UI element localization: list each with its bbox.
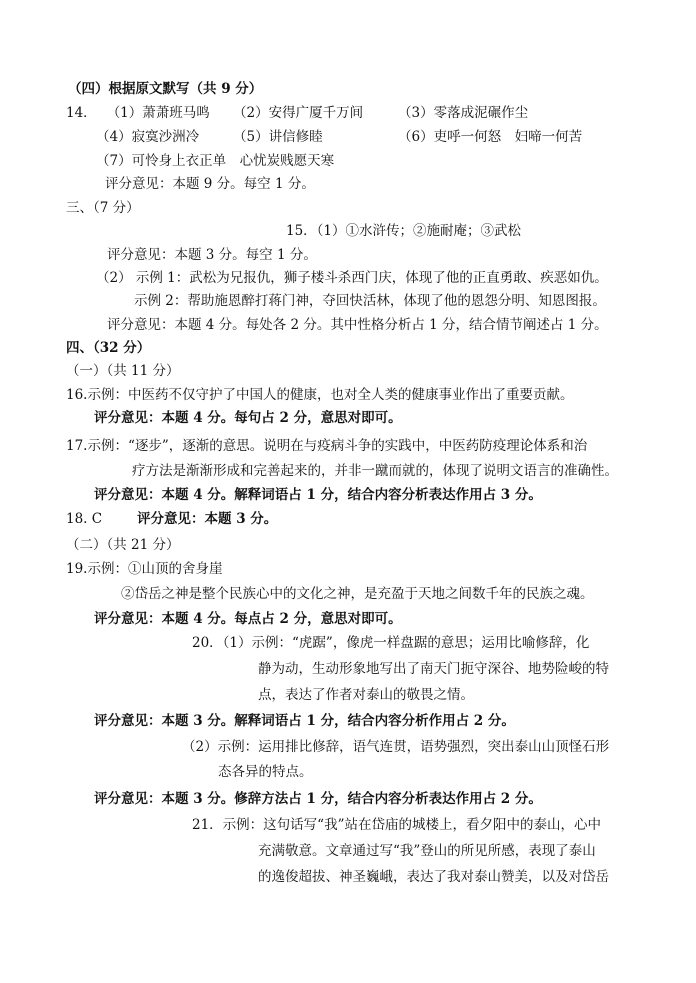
q14-number: 14．	[66, 105, 97, 121]
q20-2-line2: 态各异的特点。	[218, 764, 313, 780]
q19-answer-line2: ②岱岳之神是整个民族心中的文化之神，是充盈于天地之间数千年的民族之魂。	[121, 586, 594, 602]
q21-line2: 充满敬意。文章通过写“我”登山的所见所感，表现了泰山	[258, 843, 596, 859]
q17-answer-line2: 疗方法是渐渐形成和完善起来的，并非一蹴而就的，体现了说明文语言的准确性。	[132, 463, 618, 479]
q15-part2-example2: 示例 2：帮助施恩醉打蒋门神，夺回快活林，体现了他的恩怨分明、知恩图报。	[134, 293, 606, 309]
q14-line-1	[66, 104, 210, 122]
q14-scoring: 评分意见：本题 9 分。每空 1 分。	[105, 176, 315, 192]
q18-answer: 18. C	[66, 511, 103, 527]
part4-header: （四）根据原文默写（共 9 分）	[68, 81, 263, 97]
q19-answer-line1: 19.示例：①山顶的舍身崖	[66, 561, 223, 577]
q14-answer-6: （6）吏呼一何怒 妇啼一何苦	[398, 129, 583, 145]
q20-1-line3: 点，表达了作者对泰山的敬畏之情。	[258, 687, 474, 703]
q16-scoring: 评分意见：本题 4 分。每句占 2 分，意思对即可。	[94, 410, 402, 426]
q20-1-line1: 20．（1）示例：“虎踞”，像虎一样盘踞的意思；运用比喻修辞，化	[192, 635, 590, 651]
q14-answer-3: （3）零落成泥碾作尘	[398, 105, 529, 121]
section3-header: 三、（7 分）	[66, 200, 140, 216]
q20-1-line2: 静为动，生动形象地写出了南天门扼守深谷、地势险峻的特	[258, 661, 609, 677]
q19-scoring: 评分意见：本题 4 分。每点占 2 分，意思对即可。	[94, 611, 402, 627]
q20-2-line1: （2）示例：运用排比修辞，语气连贯，语势强烈，突出泰山山顶怪石形	[182, 739, 610, 755]
section4-sub2: （二）（共 21 分）	[66, 537, 180, 553]
section4-header: 四、（32 分）	[66, 340, 151, 356]
q15-scoring-1: 评分意见：本题 3 分。每空 1 分。	[107, 247, 317, 263]
q16-answer: 16.示例：中医药不仅守护了中国人的健康，也对全人类的健康事业作出了重要贡献。	[66, 387, 574, 403]
q14-answer-4: （4）寂寞沙洲冷	[96, 129, 200, 145]
q17-scoring: 评分意见：本题 4 分。解释词语占 1 分，结合内容分析表达作用占 3 分。	[94, 487, 542, 503]
q20-1-scoring: 评分意见：本题 3 分。解释词语占 1 分，结合内容分析作用占 2 分。	[94, 713, 515, 729]
q21-line3: 的逸俊超拔、神圣巍峨，表达了我对泰山赞美，以及对岱岳	[258, 869, 609, 885]
q14-answer-1: （1）萧萧班马鸣	[106, 105, 210, 121]
q14-answer-5: （5）讲信修睦	[233, 129, 323, 145]
q17-answer-line1: 17.示例：“逐步”，逐渐的意思。说明在与疫病斗争的实践中，中医药防疫理论体系和治	[66, 438, 588, 454]
q20-2-scoring: 评分意见：本题 3 分。修辞方法占 1 分，结合内容分析表达作用占 2 分。	[94, 791, 542, 807]
q14-answer-7: （7）可怜身上衣正单 心忧炭贱愿天寒	[96, 153, 335, 169]
q15-part1: 15．（1）①水浒传；②施耐庵；③武松	[286, 223, 522, 239]
q14-answer-2: （2）安得广厦千万间	[233, 105, 364, 121]
q18-scoring: 评分意见：本题 3 分。	[137, 511, 278, 527]
q21-line1: 21．示例：这句话写“我”站在岱庙的城楼上，看夕阳中的泰山，心中	[192, 817, 601, 833]
q15-part2-example1: （2） 示例 1：武松为兄报仇，狮子楼斗杀西门庆，体现了他的正直勇敢、疾恶如仇。	[96, 270, 608, 286]
q15-scoring-2: 评分意见：本题 4 分。每处各 2 分。其中性格分析占 1 分，结合情节阐述占 1 分。	[107, 317, 608, 333]
section4-sub1: （一）（共 11 分）	[66, 363, 180, 379]
